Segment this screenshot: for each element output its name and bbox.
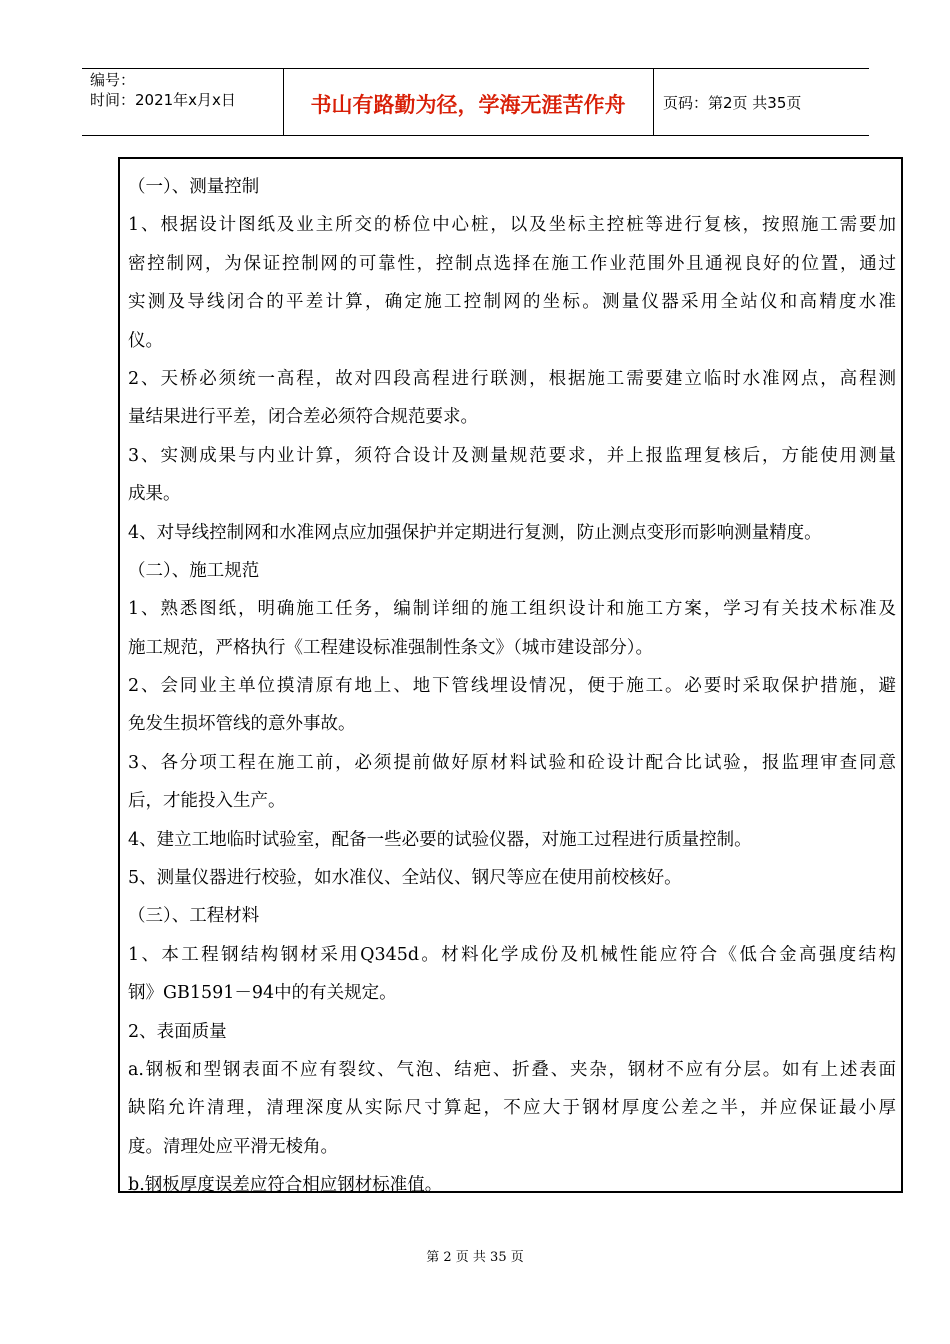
text-line: 后，才能投入生产。 [128, 791, 286, 812]
text-line: 3、实测成果与内业计算，须符合设计及测量规范要求，并上报监理复核后，方能使用测量 [128, 445, 896, 466]
text-line: 缺陷允许清理，清理深度从实际尺寸算起，不应大于钢材厚度公差之半，并应保证最小厚 [128, 1098, 896, 1119]
text-line: b.钢板厚度误差应符合相应钢材标准值。 [128, 1175, 443, 1196]
text-line: 仪。 [128, 330, 163, 351]
header-bottom-rule [82, 135, 869, 136]
header-meta [90, 70, 236, 110]
header-top-rule [82, 68, 869, 69]
header-page-number: 页码：第2页 共35页 [663, 94, 802, 112]
text-line: 4、对导线控制网和水准网点应加强保护并定期进行复测，防止测点变形而影响测量精度。 [128, 522, 822, 543]
text-line: 量结果进行平差，闭合差必须符合规范要求。 [128, 407, 478, 428]
text-line: 成果。 [128, 484, 181, 505]
section-heading: （一）、测量控制 [128, 177, 260, 197]
page-footer: 第 2 页 共 35 页 [426, 1250, 524, 1265]
document-date: 时间：2021年x月x日 [90, 91, 236, 109]
document-body [128, 168, 896, 1205]
text-line: 4、建立工地临时试验室，配备一些必要的试验仪器，对施工过程进行质量控制。 [128, 829, 752, 850]
text-line: 2、表面质量 [128, 1021, 227, 1042]
section-heading: （三）、工程材料 [128, 906, 260, 927]
text-line: 1、本工程钢结构钢材采用Q345d。材料化学成份及机械性能应符合《低合金高强度结构 [128, 944, 896, 965]
text-line: 密控制网，为保证控制网的可靠性，控制点选择在施工作业范围外且通视良好的位置，通过 [128, 253, 896, 274]
text-line: 2、会同业主单位摸清原有地上、地下管线埋设情况，便于施工。必要时采取保护措施，避 [128, 676, 896, 697]
text-line: 2、天桥必须统一高程，故对四段高程进行联测，根据施工需要建立临时水准网点，高程测 [128, 368, 896, 389]
text-line: 1、熟悉图纸，明确施工任务，编制详细的施工组织设计和施工方案，学习有关技术标准及 [128, 599, 896, 620]
text-line: 度。清理处应平滑无棱角。 [128, 1136, 338, 1157]
text-line: 3、各分项工程在施工前，必须提前做好原材料试验和砼设计配合比试验，报监理审查同意 [128, 752, 896, 773]
text-line: 5、测量仪器进行校验，如水准仪、全站仪、钢尺等应在使用前校核好。 [128, 868, 682, 889]
text-line: 实测及导线闭合的平差计算，确定施工控制网的坐标。测量仪器采用全站仪和高精度水准 [128, 292, 896, 313]
document-number-label: 编号： [90, 71, 136, 89]
text-line: 钢》GB1591－94中的有关规定。 [128, 983, 397, 1004]
header-motto: 书山有路勤为径，学海无涯苦作舟 [310, 93, 626, 117]
text-line: 1、根据设计图纸及业主所交的桥位中心桩，以及坐标主控桩等进行复核，按照施工需要加 [128, 215, 896, 236]
text-line: a.钢板和型钢表面不应有裂纹、气泡、结疤、折叠、夹杂，钢材不应有分层。如有上述表面 [128, 1059, 896, 1080]
text-line: 施工规范，严格执行《工程建设标准强制性条文》（城市建设部分）。 [128, 637, 653, 658]
text-line: 免发生损坏管线的意外事故。 [128, 714, 356, 735]
section-heading: （二）、施工规范 [128, 560, 260, 581]
header-divider-right [653, 68, 654, 136]
